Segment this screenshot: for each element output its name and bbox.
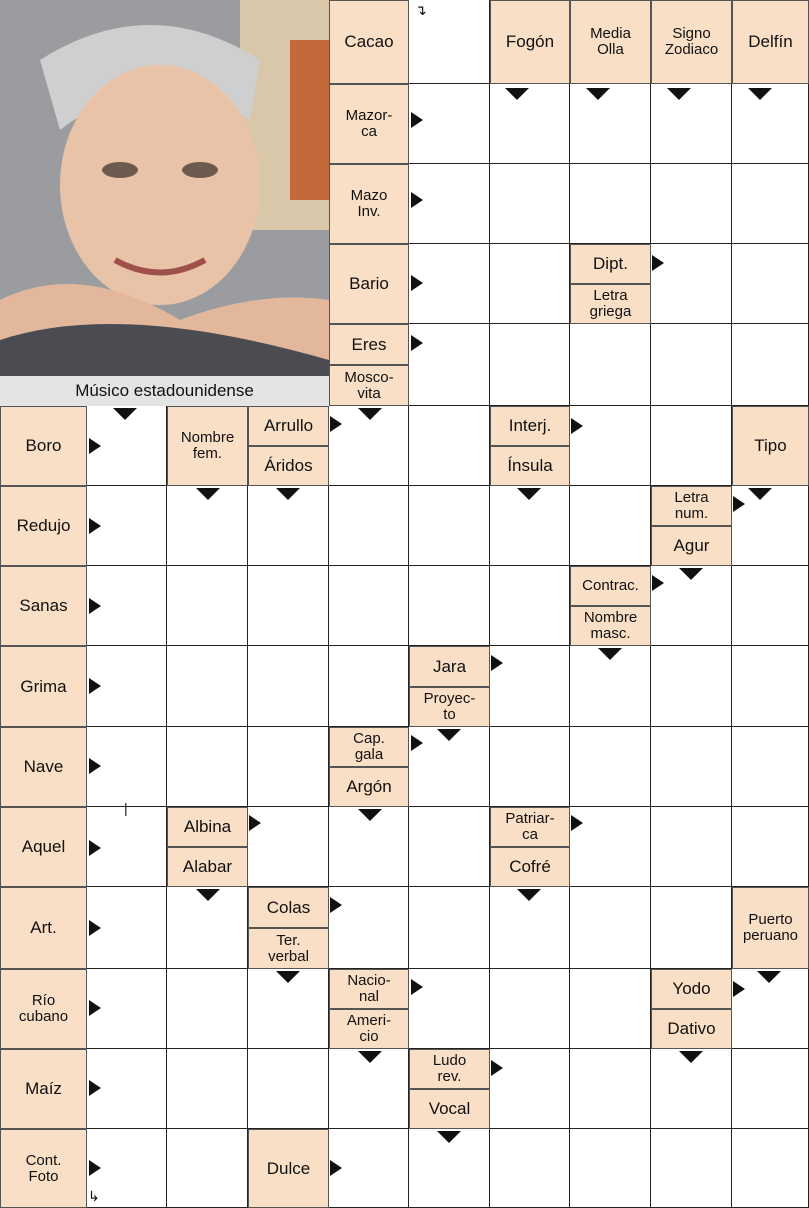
arrow-down-icon [517,488,541,500]
answer-cell[interactable] [651,84,732,164]
clue-cell: Albina [167,807,248,847]
answer-cell[interactable] [570,727,651,807]
answer-cell[interactable] [570,324,651,406]
answer-cell[interactable] [409,807,490,887]
answer-cell[interactable] [490,566,570,646]
answer-cell[interactable] [732,164,809,244]
arrow-right-icon [411,112,423,128]
arrow-down-icon [598,648,622,660]
answer-cell[interactable] [570,887,651,969]
arrow-right-icon [733,981,745,997]
arrow-right-icon [571,815,583,831]
clue-cell: Sanas [0,566,87,646]
answer-cell[interactable] [167,1129,248,1208]
answer-cell[interactable] [732,807,809,887]
arrow-down-icon [437,729,461,741]
answer-cell[interactable] [732,324,809,406]
clue-cell: Art. [0,887,87,969]
clue-cell: Maíz [0,1049,87,1129]
arrow-down-icon [358,408,382,420]
clue-cell: Letra num. [651,486,732,526]
clue-cell: Cofré [490,847,570,887]
answer-cell[interactable] [167,646,248,727]
arrow-right-icon [89,598,101,614]
clue-cell: Grima [0,646,87,727]
arrow-right-icon [652,575,664,591]
clue-cell: Nombre fem. [167,406,248,486]
answer-cell[interactable] [651,406,732,486]
answer-cell[interactable] [490,1129,570,1208]
arrow-down-icon [517,889,541,901]
arrow-right-icon [89,758,101,774]
answer-cell[interactable] [167,969,248,1049]
answer-cell[interactable] [490,727,570,807]
arrow-right-icon [330,416,342,432]
answer-cell[interactable] [732,1049,809,1129]
clue-cell: Eres [329,324,409,365]
corner-arrow-icon: | [124,800,128,816]
answer-cell[interactable] [570,84,651,164]
corner-arrow-icon: ↳ [88,1188,100,1204]
clue-cell: Bario [329,244,409,324]
arrow-down-icon [679,1051,703,1063]
clue-cell: Letra griega [570,284,651,324]
clue-cell: Áridos [248,446,329,486]
answer-cell[interactable] [732,727,809,807]
arrow-right-icon [89,1160,101,1176]
arrow-right-icon [89,518,101,534]
clue-cell: Signo Zodiaco [651,0,732,84]
arrow-down-icon [358,809,382,821]
clue-cell: Yodo [651,969,732,1009]
answer-cell[interactable] [248,566,329,646]
clue-cell: Delfín [732,0,809,84]
answer-cell[interactable] [167,1049,248,1129]
clue-cell: Media Olla [570,0,651,84]
clue-cell: Contrac. [570,566,651,606]
answer-cell[interactable] [409,406,490,486]
arrow-down-icon [748,88,772,100]
arrow-right-icon [330,1160,342,1176]
arrow-right-icon [249,815,261,831]
clue-cell: Mosco- vita [329,365,409,406]
answer-cell[interactable] [570,1129,651,1208]
clue-cell: Tipo [732,406,809,486]
clue-cell: Dipt. [570,244,651,284]
answer-cell[interactable] [651,646,732,727]
clue-cell: Cap. gala [329,727,409,767]
answer-cell[interactable] [651,1129,732,1208]
clue-cell: Agur [651,526,732,566]
clue-cell: Ameri- cio [329,1009,409,1049]
arrow-right-icon [411,735,423,751]
arrow-down-icon [757,971,781,983]
clue-cell: Arrullo [248,406,329,446]
arrow-down-icon [196,488,220,500]
answer-cell[interactable] [248,727,329,807]
answer-cell[interactable] [409,486,490,566]
clue-cell: Jara [409,646,490,687]
portrait-illustration [0,0,329,406]
answer-cell[interactable] [570,486,651,566]
arrow-down-icon [679,568,703,580]
answer-cell[interactable] [490,164,570,244]
clue-cell: Nacio- nal [329,969,409,1009]
clue-cell: Río cubano [0,969,87,1049]
clue-cell: Ínsula [490,446,570,486]
clue-cell: Colas [248,887,329,928]
arrow-down-icon [113,408,137,420]
answer-cell[interactable] [329,646,409,727]
answer-cell[interactable] [409,566,490,646]
arrow-down-icon [276,488,300,500]
clue-cell: Alabar [167,847,248,887]
clue-cell: Dativo [651,1009,732,1049]
clue-cell: Nombre masc. [570,606,651,646]
answer-cell[interactable] [570,1049,651,1129]
clue-cell: Redujo [0,486,87,566]
clue-cell: Argón [329,767,409,807]
arrow-down-icon [437,1131,461,1143]
clue-cell: Aquel [0,807,87,887]
answer-cell[interactable] [651,324,732,406]
answer-cell[interactable] [651,807,732,887]
answer-cell[interactable] [732,244,809,324]
answer-cell[interactable] [570,164,651,244]
arrow-right-icon [89,678,101,694]
arrow-right-icon [411,192,423,208]
arrow-right-icon [411,335,423,351]
answer-cell[interactable] [409,887,490,969]
clue-cell: Cacao [329,0,409,84]
arrow-right-icon [330,897,342,913]
arrow-right-icon [411,979,423,995]
arrow-right-icon [89,840,101,856]
musician-photo [0,0,329,406]
arrow-right-icon [571,418,583,434]
clue-cell: Interj. [490,406,570,446]
clue-cell: Cont. Foto [0,1129,87,1208]
answer-cell[interactable] [570,969,651,1049]
clue-cell: Nave [0,727,87,807]
arrow-right-icon [652,255,664,271]
clue-cell: Mazo Inv. [329,164,409,244]
answer-cell[interactable] [248,1049,329,1129]
answer-cell[interactable] [490,969,570,1049]
clue-cell: Patriar- ca [490,807,570,847]
corner-arrow-icon: ↴ [415,2,427,18]
answer-cell[interactable] [490,324,570,406]
arrow-down-icon [586,88,610,100]
clue-cell: Ludo rev. [409,1049,490,1089]
arrow-down-icon [505,88,529,100]
arrow-right-icon [491,1060,503,1076]
answer-cell[interactable] [167,727,248,807]
arrow-right-icon [89,438,101,454]
answer-cell[interactable] [732,646,809,727]
arrow-down-icon [276,971,300,983]
arrow-down-icon [748,488,772,500]
answer-cell[interactable] [248,646,329,727]
answer-cell[interactable] [651,164,732,244]
answer-cell[interactable] [167,566,248,646]
arrow-right-icon [89,1080,101,1096]
clue-cell: Fogón [490,0,570,84]
arrow-down-icon [196,889,220,901]
clue-cell: Boro [0,406,87,486]
arrow-right-icon [491,655,503,671]
photo-caption: Músico estadounidense [0,376,329,406]
arrow-down-icon [667,88,691,100]
answer-cell[interactable] [651,887,732,969]
clue-cell: Mazor- ca [329,84,409,164]
clue-cell: Proyec- to [409,687,490,727]
clue-cell: Ter. verbal [248,928,329,969]
arrow-right-icon [89,1000,101,1016]
answer-cell[interactable] [732,566,809,646]
clue-cell: Vocal [409,1089,490,1129]
arrow-right-icon [89,920,101,936]
answer-cell[interactable] [329,566,409,646]
arrow-down-icon [358,1051,382,1063]
arrow-right-icon [733,496,745,512]
answer-cell[interactable] [490,84,570,164]
answer-cell[interactable] [651,727,732,807]
arrow-right-icon [411,275,423,291]
clue-cell: Dulce [248,1129,329,1208]
answer-cell[interactable] [490,244,570,324]
answer-cell[interactable] [732,1129,809,1208]
clue-cell: Puerto peruano [732,887,809,969]
answer-cell[interactable] [329,486,409,566]
